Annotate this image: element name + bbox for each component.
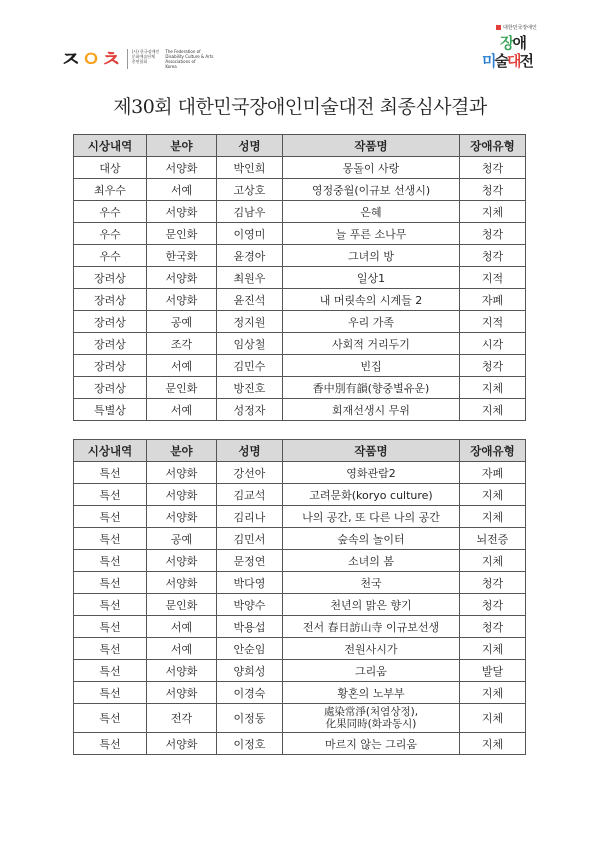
cell-disability: 지체: [460, 733, 526, 755]
cell-work: 영정중월(이규보 선생시): [283, 179, 460, 201]
table-row: [74, 660, 526, 682]
federation-logo-mark: ㅈㅇㅊ: [60, 48, 121, 73]
special-selection-table-header: [74, 440, 526, 462]
column-header-disability: 장애유형: [460, 440, 526, 462]
cell-award: 특선: [74, 484, 147, 506]
column-header-disability: 장애유형: [460, 135, 526, 157]
cell-name: 김민수: [217, 355, 283, 377]
cell-disability: 청각: [460, 572, 526, 594]
cell-disability: 청각: [460, 179, 526, 201]
cell-award: 특선: [74, 616, 147, 638]
cell-field: 서양화: [147, 572, 217, 594]
cell-work: 천국: [283, 572, 460, 594]
art-exhibition-logo-line2: 미술대전: [482, 52, 532, 70]
federation-logo-text-ko: (사) 한국장애인 문화예술단체 총연합회: [131, 48, 160, 64]
cell-award: 장려상: [74, 377, 147, 399]
cell-name: 양희성: [217, 660, 283, 682]
federation-logo-text-en: The Federation of Disability Culture & Arts Associations of Korea: [165, 48, 214, 69]
table-row: [74, 528, 526, 550]
table-row: [74, 245, 526, 267]
cell-award: 특선: [74, 550, 147, 572]
table-row: [74, 311, 526, 333]
cell-field: 공예: [147, 528, 217, 550]
cell-disability: 지적: [460, 267, 526, 289]
column-header-field: 분야: [147, 135, 217, 157]
art-exhibition-logo: [480, 24, 550, 74]
cell-work: 황혼의 노부부: [283, 682, 460, 704]
cell-name: 정지원: [217, 311, 283, 333]
cell-name: 고상호: [217, 179, 283, 201]
cell-work: 전원사시가: [283, 638, 460, 660]
table-row: [74, 399, 526, 421]
table-row: [74, 616, 526, 638]
cell-disability: 지체: [460, 704, 526, 733]
cell-award: 장려상: [74, 289, 147, 311]
cell-field: 서예: [147, 638, 217, 660]
cell-name: 윤진석: [217, 289, 283, 311]
cell-name: 김남우: [217, 201, 283, 223]
cell-award: 장려상: [74, 311, 147, 333]
table-row: [74, 223, 526, 245]
cell-disability: 뇌전증: [460, 528, 526, 550]
cell-award: 장려상: [74, 267, 147, 289]
cell-work: 소녀의 봄: [283, 550, 460, 572]
cell-award: 장려상: [74, 333, 147, 355]
cell-award: 특선: [74, 704, 147, 733]
table-row: [74, 594, 526, 616]
cell-field: 문인화: [147, 377, 217, 399]
cell-field: 서양화: [147, 201, 217, 223]
cell-work: 천년의 맑은 향기: [283, 594, 460, 616]
cell-award: 특선: [74, 506, 147, 528]
cell-field: 서예: [147, 399, 217, 421]
cell-name: 강선아: [217, 462, 283, 484]
cell-work: 나의 공간, 또 다른 나의 공간: [283, 506, 460, 528]
table-row: [74, 377, 526, 399]
cell-name: 김민서: [217, 528, 283, 550]
cell-award: 특선: [74, 682, 147, 704]
cell-work: 마르지 않는 그리움: [283, 733, 460, 755]
cell-work: 우리 가족: [283, 311, 460, 333]
awards-table: [73, 134, 526, 421]
cell-disability: 지체: [460, 399, 526, 421]
cell-work: 그리움: [283, 660, 460, 682]
cell-work: 고려문화(koryo culture): [283, 484, 460, 506]
cell-name: 임상철: [217, 333, 283, 355]
cell-name: 이영미: [217, 223, 283, 245]
cell-disability: 청각: [460, 594, 526, 616]
cell-award: 우수: [74, 245, 147, 267]
table-row: [74, 572, 526, 594]
cell-field: 서양화: [147, 289, 217, 311]
cell-work: 處染常淨(처염상정), 化果同時(화과동시): [283, 704, 460, 733]
column-header-work: 작품명: [283, 135, 460, 157]
page-header: [0, 0, 600, 80]
cell-name: 박양수: [217, 594, 283, 616]
cell-name: 박다영: [217, 572, 283, 594]
column-header-work: 작품명: [283, 440, 460, 462]
cell-field: 서양화: [147, 733, 217, 755]
cell-work: 전서 春日訪山寺 이규보선생: [283, 616, 460, 638]
cell-name: 이정호: [217, 733, 283, 755]
special-selection-table: [73, 439, 526, 755]
cell-work: 일상1: [283, 267, 460, 289]
cell-award: 최우수: [74, 179, 147, 201]
art-exhibition-logo-line1: 장애: [500, 34, 525, 52]
cell-disability: 자폐: [460, 462, 526, 484]
cell-name: 윤경아: [217, 245, 283, 267]
column-header-award: 시상내역: [74, 440, 147, 462]
cell-field: 서예: [147, 179, 217, 201]
cell-field: 공예: [147, 311, 217, 333]
cell-name: 안순임: [217, 638, 283, 660]
cell-disability: 지체: [460, 377, 526, 399]
cell-disability: 청각: [460, 157, 526, 179]
column-header-name: 성명: [217, 440, 283, 462]
cell-disability: 청각: [460, 245, 526, 267]
cell-name: 성정자: [217, 399, 283, 421]
federation-logo: [60, 43, 213, 74]
table-row: [74, 733, 526, 755]
cell-award: 특선: [74, 594, 147, 616]
cell-work: 영화관람2: [283, 462, 460, 484]
cell-disability: 지체: [460, 638, 526, 660]
cell-award: 특선: [74, 572, 147, 594]
cell-name: 김리나: [217, 506, 283, 528]
awards-table-header: [74, 135, 526, 157]
cell-work: 은혜: [283, 201, 460, 223]
cell-award: 특별상: [74, 399, 147, 421]
cell-field: 서양화: [147, 462, 217, 484]
cell-work: 사회적 거리두기: [283, 333, 460, 355]
cell-field: 서양화: [147, 267, 217, 289]
cell-field: 서양화: [147, 682, 217, 704]
cell-field: 서예: [147, 355, 217, 377]
cell-disability: 지적: [460, 311, 526, 333]
cell-disability: 청각: [460, 616, 526, 638]
table-row: [74, 638, 526, 660]
table-row: [74, 682, 526, 704]
cell-work: 香中別有韻(향중별유운): [283, 377, 460, 399]
cell-disability: 지체: [460, 201, 526, 223]
column-header-field: 분야: [147, 440, 217, 462]
cell-disability: 지체: [460, 506, 526, 528]
table-row: [74, 201, 526, 223]
table-row: [74, 484, 526, 506]
federation-logo-text: [127, 49, 214, 69]
cell-work: 숲속의 놀이터: [283, 528, 460, 550]
cell-name: 이경숙: [217, 682, 283, 704]
cell-field: 서양화: [147, 506, 217, 528]
cell-disability: 청각: [460, 355, 526, 377]
cell-field: 전각: [147, 704, 217, 733]
cell-work: 몽돌이 사랑: [283, 157, 460, 179]
cell-field: 서양화: [147, 157, 217, 179]
cell-field: 조각: [147, 333, 217, 355]
cell-name: 김교석: [217, 484, 283, 506]
cell-award: 특선: [74, 638, 147, 660]
art-exhibition-logo-caption: 대한민국장애인: [496, 24, 537, 31]
table-row: [74, 506, 526, 528]
table-row: [74, 289, 526, 311]
table-row: [74, 355, 526, 377]
cell-work: 그녀의 방: [283, 245, 460, 267]
cell-award: 대상: [74, 157, 147, 179]
cell-disability: 지체: [460, 550, 526, 572]
cell-award: 우수: [74, 201, 147, 223]
cell-work: 회재선생시 무위: [283, 399, 460, 421]
cell-name: 박용섭: [217, 616, 283, 638]
cell-name: 이정동: [217, 704, 283, 733]
table-row: [74, 333, 526, 355]
cell-award: 특선: [74, 660, 147, 682]
cell-name: 박인희: [217, 157, 283, 179]
cell-field: 서양화: [147, 550, 217, 572]
column-header-award: 시상내역: [74, 135, 147, 157]
cell-field: 문인화: [147, 594, 217, 616]
cell-award: 우수: [74, 223, 147, 245]
page-title: 제30회 대한민국장애인미술대전 최종심사결과: [113, 96, 487, 118]
cell-disability: 발달: [460, 660, 526, 682]
table-row: [74, 267, 526, 289]
cell-work: 빈집: [283, 355, 460, 377]
cell-disability: 지체: [460, 682, 526, 704]
cell-field: 한국화: [147, 245, 217, 267]
cell-disability: 시각: [460, 333, 526, 355]
table-row: [74, 462, 526, 484]
cell-disability: 자폐: [460, 289, 526, 311]
cell-field: 서예: [147, 616, 217, 638]
cell-field: 서양화: [147, 484, 217, 506]
cell-award: 특선: [74, 462, 147, 484]
cell-award: 특선: [74, 733, 147, 755]
table-row: [74, 550, 526, 572]
cell-work: 늘 푸른 소나무: [283, 223, 460, 245]
table-row: [74, 704, 526, 733]
cell-name: 최원우: [217, 267, 283, 289]
cell-award: 특선: [74, 528, 147, 550]
cell-field: 문인화: [147, 223, 217, 245]
column-header-name: 성명: [217, 135, 283, 157]
cell-disability: 지체: [460, 484, 526, 506]
cell-name: 방진호: [217, 377, 283, 399]
cell-disability: 청각: [460, 223, 526, 245]
cell-award: 장려상: [74, 355, 147, 377]
cell-name: 문정연: [217, 550, 283, 572]
table-row: [74, 157, 526, 179]
cell-field: 서양화: [147, 660, 217, 682]
table-row: [74, 179, 526, 201]
cell-work: 내 머릿속의 시계들 2: [283, 289, 460, 311]
